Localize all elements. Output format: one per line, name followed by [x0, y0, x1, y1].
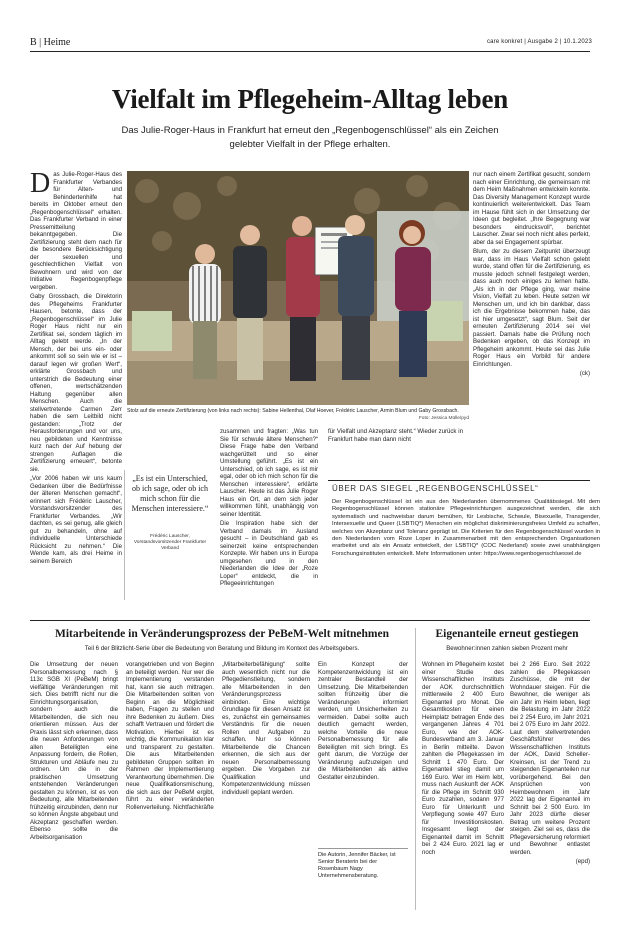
article2-column-1: [30, 661, 118, 911]
article1-paragraph: as Julie-Roger-Haus des Frankfurter Verbandes für Alten- und Behindertenhilfe hat bereits im Oktober erneut den „Regenbogenschlüssel“ erhalten. Das Frankfurter Verband in einer Pressemitteilung bekanntgegeben. Die Zertifizierung steht dem nach für die besondere Berücksichtigung der sexuellen und geschlechtlichen Vielfalt von Bewohnern und wird von der Initiative Regenbogenpflege vergeben.: [30, 171, 122, 291]
article1-paragraph: Blum, der zu diesem Zeitpunkt überzeugt war, dass im Haus Vielfalt schon gelebt wurde, stand offen für die Zertifizierung, es musste jedoch schnell festgelegt werden, dass auch noch einiges zu lernen hatte. „Als ich in der Pflege ging, war meine Vision, Vielfalt zu leben. Heute setzen wir Menschen um, und ich bin dankbar, dass ich die Ergebnisse bekommen habe, das ist hier umgesetzt“, sagt Blum. Seit der erneuten Zertifizierung 2014 sei viel passiert. Damals habe die Prüfung noch Bedenken ergeben, ob das Konzept im Pflegeheim ankommt. Heute sei das Julie Roger Haus ein Vorbild für andere Einrichtungen.: [473, 248, 590, 368]
author-rule: [318, 848, 408, 849]
header-rule: [30, 51, 590, 52]
article2-paragraph: Die Umsetzung der neuen Personalbemessung nach § 113c SGB XI (PeBeM) bringt vielfältige Veränderungen mit sich. Dies betrifft nicht nur die Einrichtungsorganisation, sondern auch die Mitarbeitenden, die sich neu orientieren müssen. Aus der Praxis lässt sich erkennen, dass die neuen Anforderungen von allen Beteiligten eine Anpassung fordern, die Rollen, Strukturen und Abläufe neu zu ordnen. Um die in der praktischen Umsetzung entstehenden Veränderungen gestalten zu können, ist es von Bedeutung, alle Mitarbeitenden frühzeitig einzubinden, denn nur so können Ängste abgebaut und Akzeptanz geschaffen werden. Ebenso sollte die Arbeitsorganisation: [30, 661, 118, 841]
article3-column-1: [422, 661, 504, 911]
article3-headline: Eigenanteile erneut gestiegen: [435, 628, 579, 640]
photo-illustration: [127, 171, 469, 405]
article1-paragraph: Die Inspiration habe sich der Verband damals im Ausland gesucht – in Deutschland gab es seinerzeit keine entsprechenden Konzepte. Wir haben uns in Europa umgesehen und in den Niederlanden die Idee der „Roze Loper“ entdeckt, die in Pflegeeinrichtungen: [220, 520, 318, 587]
article1-paragraph: Gaby Grossbach, die Direktorin des Pflegeheims Frankfurter Hausen, betonte, dass der „Regenbogenschlüssel“ im Julie Roger Haus nicht nur ein Zertifikat sei, sondern täglich im Alltag gelebt werde. „In der Mensch, der bei uns ein- oder ankommt soll so sein wie er ist – darauf legen wir großen Wert“, erklärte Grossbach und unterstrich die Bedeutung einer offenen, wertschätzenden Haltung gegenüber allen Menschen. Auch die stellvertretende Carmen Zerr haben die sem Leitbild nicht gestanden: „Trotz der Herausforderungen und vor uns, neu gebildeten und Kenntnisse kurz nach der Auf hebung der strengen Auflagen die Zertifizierung erneuert“, betonte sie.: [30, 293, 122, 473]
infobox-link[interactable]: https://www.regenbogenschluessel.de: [484, 550, 582, 557]
pull-quote: „Es ist ein Unterschied, ob ich sage, oder ob ich mich schon für die Menschen interessiere.“: [131, 474, 209, 513]
column-rule: [415, 628, 416, 910]
article2-paragraph: „Mitarbeiterbefähigung“ sollte auch wesentlich nicht nur die Pflegedienstleitung, sondern alle Mitarbeitenden in den Veränderungsprozess einbinden. Eine wichtige Grundlage für diesen Ansatz ist es, zunächst ein gemeinsames Verständnis für die neuen Rollen und Aufgaben zu schaffen. Nur so können Mitarbeitende die Chancen erkennen, die sich aus der neuen Personalbemessung ergeben. Die Vorgaben zur Qualifikation und Kompetenzentwicklung müssen individuell geplant werden.: [222, 661, 310, 796]
article1-column-3: [328, 428, 463, 478]
article2-headline: Mitarbeitende in Veränderungsprozess der PeBeM-Welt mitnehmen: [55, 628, 389, 640]
article2-column-4: [318, 661, 408, 839]
infobox-body: [332, 499, 600, 558]
article3-subline: Bewohner:innen zahlen sieben Prozent mehr: [446, 645, 568, 652]
article3-paragraph: Wohnen im Pflegeheim kostet einer Studie des Wissenschaftlichen Instituts der AOK durchschnittlich mittlerweile 2 400 Euro Eigenanteil pro Monat. Die Gesamtkosten für einen Heimplatz betragen Ende des vergangenen Jahres 4 701 Euro, wie der AOK-Bundesverband am 3. Januar in Berlin mitteilte. Davon zahlten die Pflegekassen im Schnitt 1 470 Euro. Der Eigenanteil stieg damit um 169 Euro. Wer im Heim lebt, muss nach Auskunft der AOK für die Pflege im Schnitt 930 Euro zuzahlen, sodann 977 Euro für Unterkunft und Verpflegung sowie 497 Euro für Investitionskosten. Insgesamt liegt der Eigenanteil damit im Schnitt bei 2 424 Euro. 2021 lag er noch: [422, 661, 504, 856]
article2-paragraph: Ein Konzept der Kompetenzentwicklung ist ein zentraler Bestandteil der Umsetzung. Die Mitarbeitenden sollten frühzeitig über die Veränderungen informiert werden, um Unsicherheiten zu vermeiden. Dabei sollte auch deutlich gemacht werden, welche Vorteile die neue Personalbemessung für alle Beteiligten mit sich bringt. Es geht darum, die Vorzüge der Veränderung aufzuzeigen und die Mitarbeitenden als aktive Gestalter einzubinden.: [318, 661, 408, 781]
infobox-text: Der Regenbogenschlüssel ist ein aus den Niederlanden übernommenes Qualitätssiegel. Mit dem Regenbogenschlüssel können stationäre Pflegeeinrichtungen ausgezeichnet werden, die sich systematisch und nachweisbar darum bemühen, für Lesbische, Schwule, Bisexuelle, Transgender, Intersexuelle und Queer (LSBTIQ*) Menschen ein möglichst diskriminierungsfreies Umfeld zu schaffen, welches von Akzeptanz und Toleranz geprägt ist. Die Kriterien für den Regenbogenschlüssel wurden in den Niederlanden vom Roze Loper in Zusammenarbeit mit den entsprechenden Organisationen erarbeitet und als ein Ansatz entwickelt, der LSBTIQ* (COC Nederland) sowie zwei unabhängigen Forschungsinstituten entwickelt. Mehr Informationen unter:: [332, 499, 600, 557]
article1-column-1: [30, 171, 122, 611]
infobox-title: ÜBER DAS SIEGEL „REGENBOGENSCHLÜSSEL“: [332, 484, 539, 493]
pull-quote-attribution: Frédéric Lauscher, Vorstandsvorsitzender Frankfurter Verband: [133, 534, 207, 551]
article1-paragraph: für Vielfalt und Akzeptanz steht.“ Wieder zurück in Frankfurt habe man dann nicht: [328, 428, 463, 443]
headline: Vielfalt im Pflegeheim-Alltag leben: [111, 84, 509, 114]
infobox-rule: [328, 480, 590, 481]
award-photo: [127, 171, 469, 405]
article1-end-mark: (ck): [579, 370, 590, 377]
photo-credit: Foto: Jessica Mülle/pyd: [418, 416, 469, 421]
article3-end-mark: (epd): [575, 858, 590, 865]
article1-paragraph: „Vor 2006 haben wir uns kaum Gedanken über die Bedürfnisse der älteren Menschen gemacht“, erinnert sich Frédéric Lauscher, Vorstandsvorsitzender des Frankfurter Verbandes. „Wir dachten, es sei genug, alle gleich gut zu behandeln, ohne auf individuelle Unterschiede Rücksicht zu nehmen.“ Die Wende kam, als drei Heime in seinem Bereich: [30, 475, 122, 565]
article3-column-2: [510, 661, 590, 911]
article1-column-2: [220, 428, 318, 610]
article2-paragraph: vorangetrieben und von Beginn an beteiligt werden. Nur wer die Implementierung verstanden hat, kann sie auch mittragen. Die Mitarbeitenden sollten von Beginn an die Möglichkeit haben, Fragen zu stellen und ihre Bedenken zu äußern. Dies schafft Vertrauen und fördert die Motivation. Hierbei ist es wichtig, die Kommunikation klar und transparent zu gestalten. Die aus Mitarbeitenden gebildeten Gruppen sollten im Rahmen der Implementierung Verantwortung übernehmen. Die neue Qualifikationsmischung, die sich aus der PeBeM ergibt, führt zu einer veränderten Rollenverteilung. Nichtfachkräfte: [126, 661, 214, 811]
section-rule: [30, 620, 590, 621]
column-rule: [124, 470, 125, 600]
article1-column-4: [473, 171, 590, 471]
article2-author: Die Autorin, Jennifer Bäcker, ist Senior Beraterin bei der Rosenbaum Nagy Unternehmensberatung.: [318, 852, 396, 879]
issue-line: care konkret | Ausgabe 2 | 10.1.2023: [486, 39, 592, 45]
article2-subline: Teil 6 der Blitzlicht-Serie über die Bedeutung von Beratung und Bildung im Kontext des Arbeitsgebers.: [84, 645, 360, 652]
teaser: Das Julie-Roger-Haus in Frankfurt hat erneut den „Regenbogenschlüssel“ als ein Zeichen gelebter Vielfalt in der Pflege erhalten.: [121, 125, 499, 150]
article1-paragraph: zusammen und fragten: „Was tun Sie für schwule ältere Menschen?“ Diese Frage habe den Verband wachgerüttelt und so einer Umstellung geführt. „Es ist ein Unterschied, ob ich sage, es ist mir egal, oder ob ich mich schon für die Menschen interessiere“, erklärte Lauscher. Heute ist das Julie Roger Haus ein Ort, an dem sich jeder willkommen fühlt, unabhängig von seiner Identität.: [220, 428, 318, 518]
drop-cap: D: [30, 171, 51, 199]
article2-column-3: [222, 661, 310, 911]
article2-column-2: [126, 661, 214, 911]
section-label: B | Heime: [30, 37, 71, 48]
article1-paragraph: nur nach einem Zertifikat gesucht, sondern nach einer Einrichtung, die gemeinsam mit dem Heim Maßnahmen entwickeln konnte. Das Diversity Management Konzept wurde kontinuierlich weiterentwickelt. Das Team im Hause fühlt sich in der Umsetzung der Ideen gut begleitet. „Ihre Begegnung war besonders eindrucksvoll“, berichtet Lauscher. Zwar sei noch nicht alles perfekt, aber da sei Engagement spürbar.: [473, 171, 590, 246]
photo-caption: Stolz auf die erneute Zertifizierung (von links nach rechts): Sabine Hellenthal, Olaf Hoever, Frédéric Lauscher, Armin Blum und Gaby Grossbach.: [127, 408, 459, 414]
article3-paragraph: bei 2 266 Euro. Seit 2022 zahlen die Pflegekassen Zuschüsse, die mit der Wohndauer steigen. Für die Bewohner, die weniger als ein Jahr im Heim leben, liegt die Belastung im Jahr 2022 bei 2 254 Euro, im Jahr 2021 bei 2 075 Euro im Jahr 2022. Laut dem stellvertretenden Geschäftsführer des Wissenschaftlichen Instituts der AOK, David Scheller-Kreinsen, ist der Trend zu steigenden Eigenanteilen nur vorübergehend. Bei den Ansprüchen von Heimbewohnern im Jahr 2022 lag der Eigenanteil im Schnitt bei 2 500 Euro. Im Jahr 2023 dürfte dieser Betrag um weitere Prozent steigen. Ziel sei es, dass die Pflegeversicherung reformiert und Bewohner entlastet werden.: [510, 661, 590, 856]
